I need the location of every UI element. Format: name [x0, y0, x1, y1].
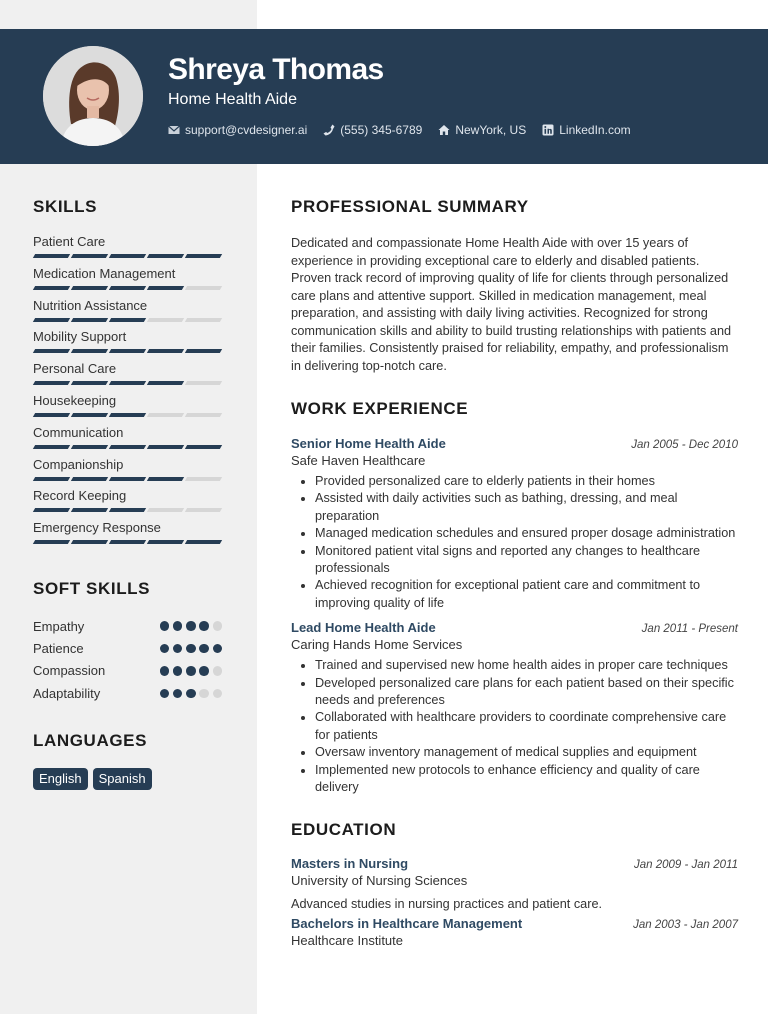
education-dates: Jan 2003 - Jan 2007 — [633, 918, 738, 931]
skill-item — [33, 393, 228, 425]
contact-email[interactable] — [168, 123, 307, 137]
work-entry — [291, 436, 738, 612]
skill-level-segment — [33, 318, 70, 322]
skill-item — [33, 457, 228, 489]
rating-dot — [160, 644, 170, 654]
skill-level-segment — [147, 413, 184, 417]
rating-dot — [160, 666, 170, 676]
skill-level-segment — [185, 254, 222, 258]
skill-name: Medication Management — [33, 265, 176, 281]
contact-linkedin-text: LinkedIn.com — [559, 123, 631, 137]
skill-level-segment — [147, 381, 184, 385]
skill-level-segment — [147, 445, 184, 449]
skill-level-segment — [185, 318, 222, 322]
skill-level-segment — [71, 477, 108, 481]
phone-icon — [323, 124, 335, 136]
education-entry-header — [291, 916, 738, 931]
job-bullet: • Provided personalized care to elderly patients in their homes — [315, 473, 738, 490]
skill-level-segment — [185, 349, 222, 353]
skill-level-segment — [109, 445, 146, 449]
skill-level-segment — [147, 540, 184, 544]
degree-name: Masters in Nursing — [291, 855, 409, 871]
avatar — [43, 46, 143, 146]
skill-level-bar — [34, 445, 228, 449]
school-name: Healthcare Institute — [291, 932, 404, 948]
soft-skill-item — [33, 637, 222, 659]
skill-level-segment — [71, 254, 108, 258]
rating-dot — [173, 666, 183, 676]
job-role: Lead Home Health Aide — [291, 620, 436, 636]
job-bullet: • Oversaw inventory management of medical supplies and equipment — [315, 744, 738, 761]
rating-dot — [213, 689, 223, 699]
skill-level-segment — [109, 540, 146, 544]
home-icon — [438, 124, 450, 136]
work-entry-header — [291, 620, 738, 635]
soft-skill-rating — [156, 644, 222, 654]
skill-name: Housekeeping — [33, 392, 117, 408]
soft-skill-name: Adaptability — [33, 685, 101, 701]
skill-level-segment — [33, 508, 70, 512]
rating-dot — [213, 666, 223, 676]
soft-skills-list — [33, 615, 228, 705]
soft-skill-name: Compassion — [33, 663, 106, 679]
rating-dot — [213, 644, 223, 654]
job-bullets — [291, 657, 738, 796]
skill-level-segment — [185, 540, 222, 544]
skill-level-segment — [71, 413, 108, 417]
skill-item — [33, 329, 228, 361]
education-description: Advanced studies in nursing practices and patient care. — [291, 896, 603, 911]
skill-level-segment — [33, 349, 70, 353]
skill-level-bar — [34, 477, 228, 481]
envelope-icon — [168, 124, 180, 136]
skill-level-segment — [33, 413, 70, 417]
skill-level-segment — [185, 477, 222, 481]
work-entry-header — [291, 436, 738, 451]
skill-level-segment — [185, 413, 222, 417]
skill-item — [33, 234, 228, 266]
job-dates: Jan 2005 - Dec 2010 — [631, 439, 738, 451]
linkedin-icon — [542, 124, 554, 136]
skill-level-segment — [147, 254, 184, 258]
language-badge: Spanish — [93, 768, 152, 790]
skills-heading: SKILLS — [33, 197, 98, 216]
skill-level-segment — [71, 318, 108, 322]
skill-name: Nutrition Assistance — [33, 297, 148, 313]
job-company: Caring Hands Home Services — [291, 637, 463, 653]
skill-level-segment — [71, 349, 108, 353]
skill-name: Companionship — [33, 456, 124, 472]
skill-item — [33, 520, 228, 552]
skill-level-bar — [34, 286, 228, 290]
skill-item — [33, 298, 228, 330]
work-entry — [291, 620, 738, 796]
job-dates: Jan 2011 - Present — [641, 623, 738, 636]
skill-name: Emergency Response — [33, 520, 161, 536]
skill-level-segment — [71, 445, 108, 449]
school-name: University of Nursing Sciences — [291, 872, 468, 888]
summary-text: Dedicated and compassionate Home Health Aide with over 15 years of experience in providing exceptional care to elderly and disabled patients. Proven track record of improving quality of life for clients through personalized care plans and attentive support. Skilled in medication management, meal preparation, and assisting with daily living activities. Recognized for strong communication skills and ability to build trusting relationships with patients and their families. Consistently praised for reliability, empathy, and professionalism in delivering top-notch care. — [291, 236, 732, 373]
skill-level-segment — [33, 381, 70, 385]
contact-phone[interactable] — [323, 123, 422, 137]
rating-dot — [213, 621, 223, 631]
languages-heading: LANGUAGES — [33, 730, 148, 750]
skills-list — [33, 234, 228, 552]
rating-dot — [160, 621, 170, 631]
job-bullet: • Managed medication schedules and ensured proper dosage administration — [315, 525, 738, 542]
skill-item — [33, 361, 228, 393]
soft-skill-item — [33, 682, 222, 704]
rating-dot — [186, 621, 196, 631]
rating-dot — [186, 644, 196, 654]
job-bullet: • Assisted with daily activities such as bathing, dressing, and meal preparation — [315, 490, 738, 525]
skill-level-segment — [147, 349, 184, 353]
skill-level-segment — [71, 381, 108, 385]
education-dates: Jan 2009 - Jan 2011 — [633, 858, 738, 871]
sidebar — [33, 197, 228, 790]
soft-skill-name: Empathy — [33, 618, 85, 634]
work-heading: WORK EXPERIENCE — [291, 399, 469, 418]
skill-level-segment — [109, 318, 146, 322]
skill-name: Personal Care — [33, 361, 117, 377]
skill-level-segment — [185, 508, 222, 512]
resume-header — [0, 29, 768, 164]
work-list — [291, 436, 738, 797]
skill-level-segment — [109, 413, 146, 417]
education-entry-header — [291, 856, 738, 871]
rating-dot — [160, 689, 170, 699]
soft-skills-heading: SOFT SKILLS — [33, 578, 151, 598]
job-bullet: • Monitored patient vital signs and reported any changes to healthcare professionals — [315, 543, 738, 578]
contact-email-text: support@cvdesigner.ai — [185, 123, 308, 137]
skill-level-segment — [147, 477, 184, 481]
skill-level-segment — [147, 286, 184, 290]
skill-level-bar — [34, 413, 228, 417]
job-bullets — [291, 473, 738, 612]
job-bullet: • Developed personalized care plans for each patient based on their specific needs and preferences — [315, 675, 738, 710]
skill-level-segment — [71, 286, 108, 290]
skill-level-segment — [147, 508, 184, 512]
soft-skill-name: Patience — [33, 641, 84, 657]
rating-dot — [186, 666, 196, 676]
education-entry — [291, 856, 738, 911]
skill-item — [33, 266, 228, 298]
rating-dot — [173, 644, 183, 654]
skill-level-segment — [33, 445, 70, 449]
languages-list — [33, 768, 228, 790]
skill-name: Communication — [33, 424, 124, 440]
soft-skill-item — [33, 660, 222, 682]
skill-level-bar — [34, 318, 228, 322]
contact-location — [438, 123, 526, 137]
skill-level-segment — [185, 381, 222, 385]
skill-level-bar — [34, 508, 228, 512]
education-heading: EDUCATION — [291, 819, 397, 839]
skill-level-bar — [34, 540, 228, 544]
rating-dot — [173, 621, 183, 631]
job-bullet: • Trained and supervised new home health aides in proper care techniques — [315, 657, 738, 674]
skill-level-segment — [33, 254, 70, 258]
contact-row — [168, 123, 647, 137]
skill-level-segment — [109, 349, 146, 353]
education-entry — [291, 916, 738, 948]
rating-dot — [199, 621, 209, 631]
job-company: Safe Haven Healthcare — [291, 453, 426, 468]
soft-skill-rating — [156, 621, 222, 631]
skill-item — [33, 488, 228, 520]
skill-level-segment — [109, 286, 146, 290]
contact-location-text: NewYork, US — [455, 123, 527, 137]
skill-level-segment — [109, 381, 146, 385]
soft-skill-item — [33, 615, 222, 637]
rating-dot — [173, 689, 183, 699]
rating-dot — [186, 689, 196, 699]
skill-level-bar — [34, 254, 228, 258]
skill-level-segment — [185, 286, 222, 290]
rating-dot — [199, 644, 209, 654]
skill-level-segment — [147, 318, 184, 322]
skill-level-segment — [33, 477, 70, 481]
skill-level-segment — [109, 477, 146, 481]
skill-level-segment — [71, 540, 108, 544]
soft-skill-rating — [156, 689, 222, 699]
summary-heading: PROFESSIONAL SUMMARY — [291, 197, 529, 216]
main-content — [291, 197, 738, 948]
candidate-name: Shreya Thomas — [168, 53, 384, 86]
skill-name: Patient Care — [33, 234, 106, 249]
degree-name: Bachelors in Healthcare Management — [291, 915, 523, 931]
skill-level-bar — [34, 381, 228, 385]
skill-item — [33, 425, 228, 457]
skill-level-segment — [33, 286, 70, 290]
job-bullet: • Implemented new protocols to enhance efficiency and quality of care delivery — [315, 762, 738, 797]
rating-dot — [199, 666, 209, 676]
language-badge: English — [33, 768, 88, 790]
skill-level-segment — [109, 508, 146, 512]
job-bullet: • Achieved recognition for exceptional patient care and commitment to improving quality of life — [315, 577, 738, 612]
skill-level-segment — [109, 254, 146, 258]
profile-photo — [43, 46, 143, 146]
skill-level-segment — [71, 508, 108, 512]
contact-phone-text: (555) 345-6789 — [340, 123, 423, 137]
soft-skill-rating — [156, 666, 222, 676]
job-role: Senior Home Health Aide — [291, 436, 446, 451]
skill-level-segment — [33, 540, 70, 544]
job-bullet: • Collaborated with healthcare providers to coordinate comprehensive care for patients — [315, 709, 738, 744]
candidate-title: Home Health Aide — [168, 91, 297, 108]
skill-name: Mobility Support — [33, 329, 127, 345]
rating-dot — [199, 689, 209, 699]
education-list — [291, 856, 738, 948]
skill-name: Record Keeping — [33, 488, 127, 504]
skill-level-bar — [34, 349, 228, 353]
contact-linkedin[interactable] — [542, 123, 630, 137]
skill-level-segment — [185, 445, 222, 449]
